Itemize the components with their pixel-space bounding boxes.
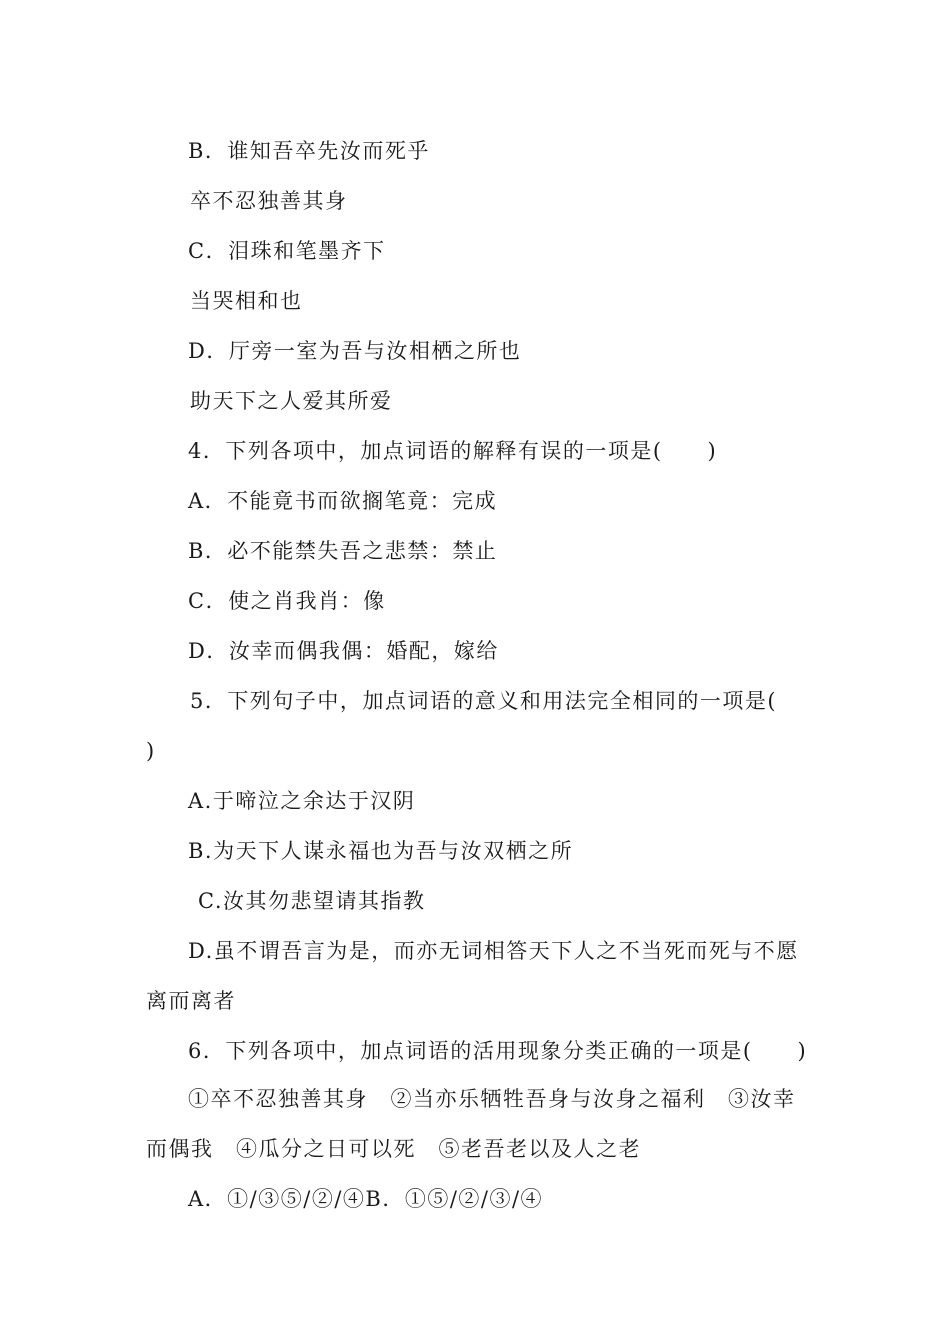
q4-option-a: A．不能竟书而欲搁笔竟：完成: [188, 489, 498, 513]
q3-option-b-line1: B．谁知吾卒先汝而死乎: [188, 139, 430, 163]
q5-option-d-line2: 离而离者: [146, 989, 236, 1013]
q6-items-line1: ①卒不忍独善其身 ②当亦乐牺牲吾身与汝身之福利 ③汝幸: [188, 1087, 796, 1111]
q3-option-b-line2: 卒不忍独善其身: [190, 189, 348, 213]
q5-option-a: A.于啼泣之余达于汉阴: [188, 789, 416, 813]
q6-options: A．①/③⑤/②/④B．①⑤/②/③/④: [188, 1187, 544, 1211]
q6-stem: 6．下列各项中，加点词语的活用现象分类正确的一项是( ): [188, 1039, 808, 1063]
q5-option-c: C.汝其勿悲望请其指教: [198, 889, 426, 913]
q4-option-b: B．必不能禁失吾之悲禁：禁止: [188, 539, 498, 563]
q5-option-b: B.为天下人谋永福也为吾与汝双栖之所: [188, 839, 574, 863]
q4-option-c: C．使之肖我肖：像: [188, 589, 386, 613]
q4-stem: 4．下列各项中，加点词语的解释有误的一项是( ): [188, 439, 718, 463]
q3-option-d-line2: 助天下之人爱其所爱: [190, 389, 393, 413]
q3-option-d-line1: D．厅旁一室为吾与汝相栖之所也: [188, 339, 522, 363]
q3-option-c-line1: C．泪珠和笔墨齐下: [188, 239, 386, 263]
q5-option-d-line1: D.虽不谓吾言为是，而亦无词相答天下人之不当死而死与不愿: [188, 939, 799, 963]
q5-stem-line2: ): [146, 739, 156, 763]
q4-option-d: D．汝幸而偶我偶：婚配，嫁给: [188, 639, 499, 663]
q3-option-c-line2: 当哭相和也: [190, 289, 303, 313]
q5-stem-line1: 5．下列句子中，加点词语的意义和用法完全相同的一项是(: [190, 689, 778, 713]
q6-items-line2: 而偶我 ④瓜分之日可以死 ⑤老吾老以及人之老: [146, 1137, 641, 1161]
